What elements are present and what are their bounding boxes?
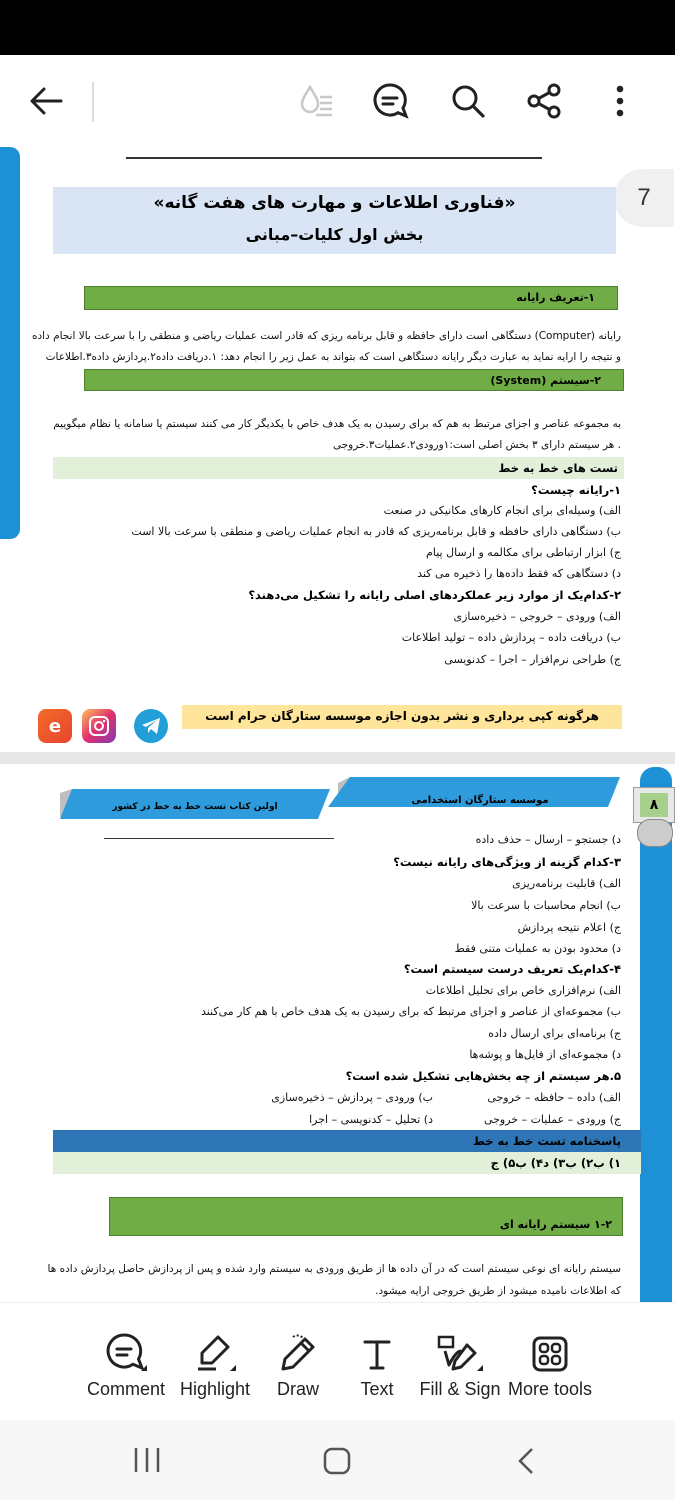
answers-header: پاسخنامه تست خط به خط — [472, 1134, 621, 1148]
option: ج) ابزار ارتباطی برای مکالمه و ارسال پیام — [426, 546, 621, 559]
section-heading-text: ۱-تعریف رایانه — [516, 291, 595, 304]
text-icon — [352, 1331, 402, 1377]
option: ج) برنامه‌ای برای ارسال داده — [488, 1027, 621, 1040]
paragraph-line: . هر سیستم دارای ۳ بخش اصلی است:۱ورودی۲.عملیات۳.خروجی — [332, 439, 621, 451]
paragraph-line: به مجموعه عناصر و اجزای مرتبط به هم که برای رسیدن به یک هدف خاص با یکدیگر کار می کنند سیستم یا سامانه یا نظام میگوییم — [53, 418, 621, 430]
option: ب) دریافت داده – پردازش داده – تولید اطلاعات — [401, 631, 621, 644]
instagram-icon[interactable] — [82, 709, 116, 743]
header-tagline: اولین کتاب تست خط به خط در کشور — [112, 802, 278, 812]
page-number: ۸ — [640, 793, 668, 817]
more-icon[interactable] — [594, 75, 646, 127]
comment-icon[interactable] — [364, 75, 416, 127]
option: د) مجموعه‌ای از فایل‌ها و پوشه‌ها — [469, 1048, 621, 1061]
tool-label: Text — [360, 1379, 394, 1399]
question: ۳-کدام گزینه از ویژگی‌های رایانه نیست؟ — [393, 855, 621, 869]
page-number-badge-8[interactable] — [633, 787, 675, 823]
option: ج) اعلام نتیجه پردازش — [517, 921, 621, 934]
question: ۱-رایانه چیست؟ — [531, 483, 621, 497]
option: الف) قابلیت برنامه‌ریزی — [512, 877, 621, 890]
question: ۵.هر سیستم از چه بخش‌هایی تشکیل شده است؟ — [345, 1069, 621, 1083]
title-box — [53, 187, 616, 254]
scrollbar-right[interactable] — [640, 767, 672, 1302]
copyright-banner — [182, 705, 622, 729]
paragraph-line: رایانه (Computer) دستگاهی است دارای حافظه و قابل برنامه ریزی که قادر است عملیات ریاضی و منطقی را با سرعت بالا انجام داده — [31, 330, 621, 342]
question: ۴-کدام‌یک تعریف درست سیستم است؟ — [403, 962, 621, 976]
question: ۲-کدام‌یک از موارد زیر عملکردهای اصلی رایانه را تشکیل می‌دهند؟ — [248, 588, 621, 602]
header-rule — [126, 157, 542, 159]
answers-row — [53, 1152, 641, 1174]
bottom-tools-bar — [0, 1302, 675, 1421]
option: ب) مجموعه‌ای از عناصر و اجزای مرتبط که برای رسیدن به یک هدف خاص با هم کار می‌کنند — [200, 1005, 621, 1018]
comment-tool-button[interactable] — [84, 1331, 168, 1400]
paragraph-line: که اطلاعات نامیده میشود از طریق خروجی ارایه میشود. — [375, 1285, 621, 1297]
page-title: «فناوری اطلاعات و مهارت های هفت گانه» — [153, 193, 516, 213]
tool-label: More tools — [507, 1379, 593, 1399]
highlight-tool-button[interactable] — [176, 1331, 254, 1400]
option: د) دستگاهی که فقط داده‌ها را ذخیره می کند — [417, 567, 621, 580]
option: د) جستجو – ارسال – حذف داده — [475, 833, 621, 846]
page-subtitle: بخش اول کلیات–مبانی — [245, 225, 424, 244]
status-bar — [0, 0, 675, 55]
tests-header: تست های خط به خط — [498, 461, 618, 475]
top-toolbar — [0, 55, 675, 147]
system-nav-bar — [0, 1420, 675, 1500]
comment-icon — [84, 1331, 168, 1377]
option: الف) نرم‌افزاری خاص برای تحلیل اطلاعات — [425, 984, 621, 997]
search-icon[interactable] — [442, 75, 494, 127]
section-heading-text: ۲-سیستم (System) — [490, 374, 601, 387]
tool-label: Comment — [86, 1379, 166, 1399]
text-tool-button[interactable] — [352, 1331, 402, 1400]
section-heading-1 — [84, 286, 618, 310]
page-number-badge[interactable]: 7 — [614, 169, 674, 227]
toolbar-divider — [92, 82, 94, 122]
more-tools-icon — [506, 1331, 594, 1377]
draw-tool-button[interactable] — [268, 1331, 328, 1400]
page-separator — [0, 752, 675, 764]
header-rule — [104, 838, 334, 839]
option: د) محدود بودن به عملیات متنی فقط — [454, 942, 621, 955]
tool-label: Draw — [276, 1379, 319, 1399]
option: ج) طراحی نرم‌افزار – اجرا – کدنویسی — [444, 653, 621, 666]
scrollbar-left[interactable] — [0, 147, 20, 539]
highlight-icon — [176, 1331, 254, 1377]
home-icon[interactable] — [322, 1446, 352, 1480]
tool-label: Highlight — [179, 1379, 251, 1399]
option: الف) وسیله‌ای برای انجام کارهای مکانیکی در صنعت — [383, 504, 621, 517]
telegram-icon[interactable] — [134, 709, 168, 743]
back-icon[interactable] — [514, 1446, 538, 1480]
pdf-viewer[interactable] — [0, 147, 675, 1302]
tests-header-bar — [53, 457, 624, 479]
more-tools-button[interactable] — [506, 1331, 594, 1400]
header-institute: موسسه ستارگان استخدامی — [411, 795, 549, 806]
option: ب) ورودی – پردازش – ذخیره‌سازی — [271, 1091, 433, 1104]
paragraph-line: سیستم رایانه ای نوعی سیستم است که در آن داده ها از طریق ورودی به سیستم وارد شده و پس از پردازش حاصل پردازش داده ها — [47, 1263, 621, 1275]
answers-header-bar — [53, 1130, 641, 1152]
recent-apps-icon[interactable] — [130, 1446, 164, 1478]
share-icon[interactable] — [518, 75, 570, 127]
answers-text: ۱) ب۲) ب۳) د۴) ب۵) ج — [490, 1156, 621, 1170]
option: ج) ورودی – عملیات – خروجی — [483, 1113, 621, 1126]
fill-sign-icon — [416, 1331, 504, 1377]
back-arrow-icon[interactable] — [20, 75, 72, 127]
scroll-thumb[interactable] — [637, 819, 673, 847]
liquid-mode-icon[interactable] — [290, 75, 342, 127]
section-heading-text: ۱-۲ سیستم رایانه ای — [499, 1218, 612, 1231]
paragraph-line: و نتیجه را ارایه نماید به عبارت دیگر رایانه دستگاهی است که بتواند به عمل زیر را انجام دهد: ۱.دریافت داده۲.پردازش داده۳.اطلاعات — [45, 351, 621, 363]
section-heading-3 — [109, 1197, 623, 1236]
option: د) تحلیل – کدنویسی – اجرا — [309, 1113, 433, 1126]
eitaa-icon[interactable]: e — [38, 709, 72, 743]
section-heading-2 — [84, 369, 624, 391]
fill-sign-tool-button[interactable] — [416, 1331, 504, 1400]
copyright-text: هرگونه کپی برداری و نشر بدون اجازه موسسه ستارگان حرام است — [205, 709, 599, 723]
option: ب) دستگاهی دارای حافظه و قابل برنامه‌ریزی که قادر به انجام عملیات ریاضی و منطقی با سرعت بالا است — [131, 525, 621, 538]
tool-label: Fill & Sign — [419, 1379, 501, 1399]
draw-icon — [268, 1331, 328, 1377]
option: الف) ورودی – خروجی – ذخیره‌سازی — [453, 610, 621, 623]
option: ب) انجام محاسبات با سرعت بالا — [471, 899, 621, 912]
option: الف) داده – حافظه – خروجی — [487, 1091, 621, 1104]
